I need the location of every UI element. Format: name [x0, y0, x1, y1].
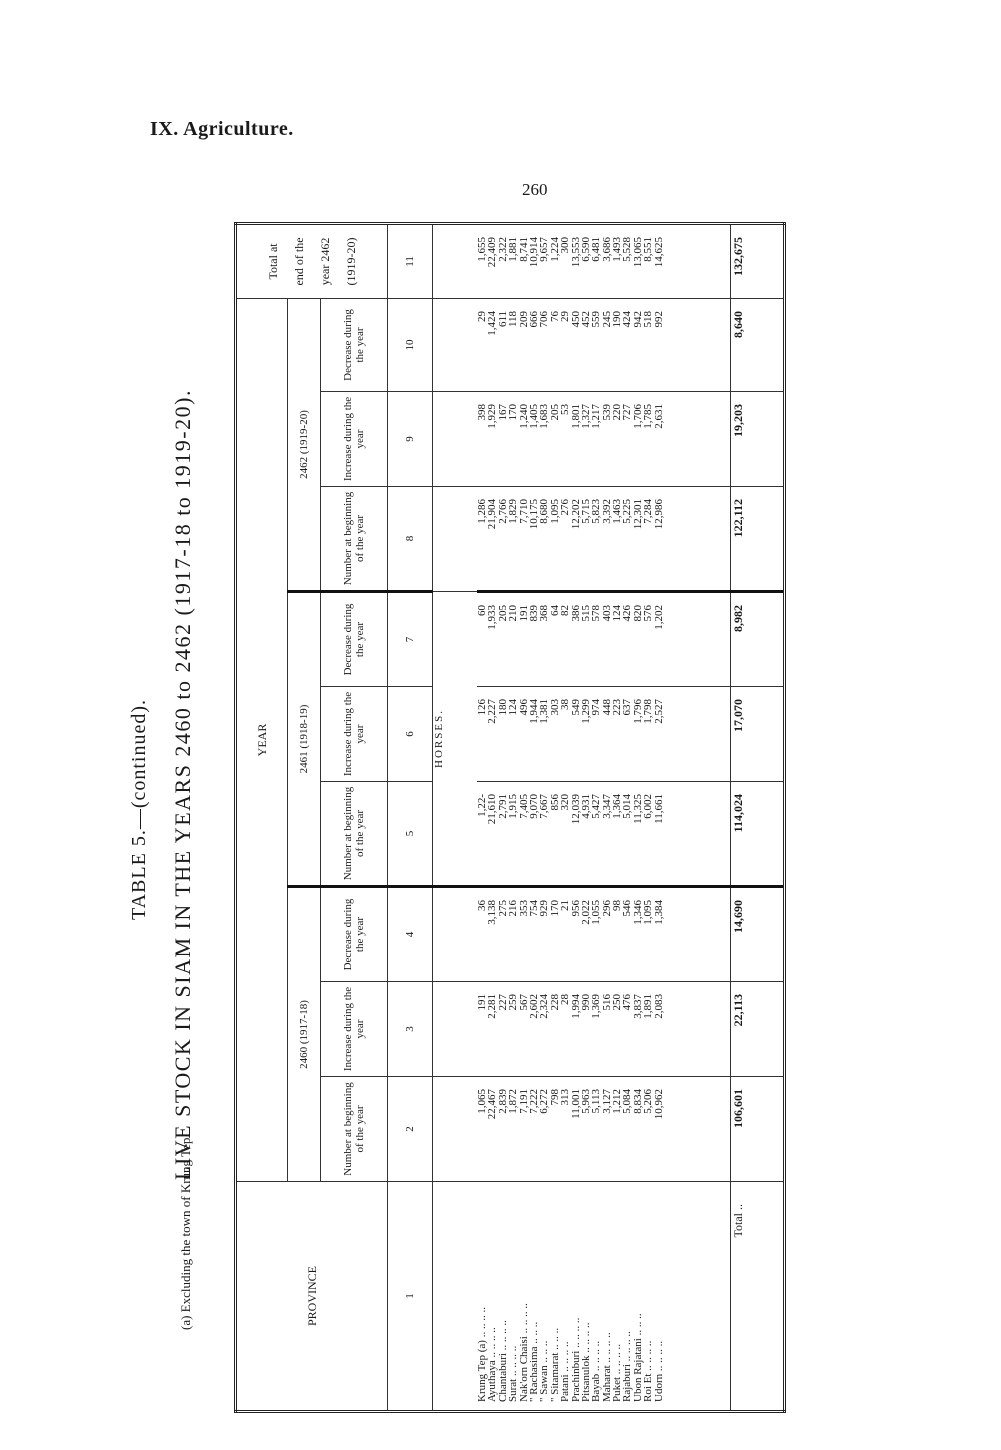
period-2461-header: 2461 (1918-19): [288, 592, 321, 887]
table-cell: 476: [621, 994, 634, 1011]
table-cell: 2,766: [496, 499, 509, 524]
table-cell: 13,553: [569, 236, 582, 268]
table-cell: 798: [548, 1089, 561, 1106]
province-name: Chantaburi .. .. .. ..: [496, 1320, 509, 1402]
table-cell: 1,915: [507, 794, 520, 819]
total-end-header: Total at end of the year 2462 (1919-20): [236, 223, 388, 298]
table-cell: 5,427: [590, 794, 603, 819]
table-cell: 5,225: [621, 499, 634, 524]
table-cell: 64: [548, 605, 561, 616]
province-name: Krung Tep (a) .. .. .. ..: [476, 1307, 488, 1402]
table-cell: 124: [611, 605, 624, 622]
table-cell: 727: [621, 404, 634, 421]
table-cell: 1,424: [486, 310, 499, 336]
table-cell: 1,240: [517, 404, 530, 429]
sub-header: Number at beginning of the year: [321, 1077, 388, 1182]
table-cell: 5,206: [642, 1089, 655, 1114]
table-cell: 5,823: [590, 499, 603, 524]
province-name: " Rachasima .. .. ..: [527, 1321, 540, 1402]
table-cell: 1,299: [579, 699, 592, 724]
table-cell: 98: [611, 900, 624, 911]
table-cell: 21,904: [486, 499, 499, 530]
sub-header: Decrease during the year: [321, 298, 388, 391]
table-cell: 250: [611, 994, 624, 1011]
table-cell: 10,175: [527, 499, 540, 530]
table-cell: 276: [559, 499, 572, 516]
table-cell: 53: [559, 404, 572, 415]
sub-header: Number at beginning of the year: [321, 782, 388, 887]
table-cell: 228: [548, 994, 561, 1011]
table-cell: 209: [517, 310, 530, 328]
table-cell: 259: [507, 994, 520, 1011]
table-cell: 205: [548, 404, 561, 421]
table-cell: 76: [548, 310, 561, 322]
province-name: Rajaburi .. .. .. ..: [621, 1331, 634, 1402]
table-cell: 516: [600, 994, 613, 1011]
table-cell: 403: [600, 605, 613, 622]
table-cell: 220: [611, 404, 624, 421]
table-cell: 2,324: [538, 994, 551, 1019]
table-cell: 1,217: [590, 404, 603, 429]
table-cell: 974: [590, 699, 603, 716]
table-cell: 424: [621, 310, 634, 328]
table-cell: 2,791: [496, 794, 509, 819]
total-value: 132,675: [731, 223, 785, 298]
table-cell: 21: [559, 900, 572, 911]
table-cell: 1,055: [590, 900, 603, 925]
table-cell: 1,929: [486, 404, 499, 429]
table-cell: 1,944: [527, 699, 540, 724]
table-cell: 36: [476, 900, 488, 911]
province-name: " Sitamarat .. .. ..: [548, 1327, 561, 1402]
table-cell: 170: [507, 404, 520, 421]
table-cell: 990: [579, 994, 592, 1011]
province-name: Puket .. .. .. ..: [611, 1343, 624, 1402]
table-cell: 1,463: [611, 499, 624, 524]
column-number: 10: [388, 298, 433, 391]
table-cell: 7,710: [517, 499, 530, 524]
table-cell: 5,014: [621, 794, 634, 819]
table-cell: 1,706: [631, 404, 644, 429]
table-cell: 313: [559, 1089, 572, 1106]
table-cell: 11,325: [631, 794, 644, 824]
table-cell: 29: [476, 310, 488, 322]
column-number: 11: [388, 223, 433, 298]
table-cell: 496: [517, 699, 530, 716]
table-cell: 3,347: [600, 794, 613, 819]
table-cell: 549: [569, 699, 582, 716]
table-cell: 2,527: [652, 699, 665, 724]
table-cell: 29: [559, 310, 572, 322]
column-number: 1: [388, 1182, 433, 1412]
table-cell: 1,872: [507, 1089, 520, 1114]
table-cell: 5,963: [579, 1089, 592, 1114]
table-cell: 10,962: [652, 1089, 665, 1120]
page-number: 260: [522, 180, 548, 199]
table-cell: 426: [621, 605, 634, 622]
sub-header: Number at beginning of the year: [321, 487, 388, 592]
table-cell: 60: [476, 605, 488, 616]
table-cell: 1,405: [527, 404, 540, 429]
table-cell: 515: [579, 605, 592, 622]
column-2461-decrease: [477, 592, 731, 687]
column-2462-increase: [477, 392, 731, 487]
province-name: Bayab .. .. .. ..: [590, 1340, 603, 1402]
province-name: Ubon Rajatani .. .. ..: [631, 1313, 644, 1402]
table-cell: 12,301: [631, 499, 644, 530]
province-name: Roi Et .. .. .. ..: [642, 1340, 655, 1402]
table-cell: 11,001: [569, 1089, 582, 1119]
table-cell: 1,933: [486, 605, 499, 630]
data-rows: [477, 223, 731, 1411]
table-cell: 1,212: [611, 1089, 624, 1114]
table-cell: 300: [559, 236, 572, 254]
table-cell: 1,891: [642, 994, 655, 1019]
section-heading: IX. Agriculture.: [150, 118, 294, 140]
table-cell: 8,680: [538, 499, 551, 524]
table-cell: 2,602: [527, 994, 540, 1019]
column-number: 5: [388, 782, 433, 887]
table-cell: 10,914: [527, 236, 540, 268]
province-name: Maharat .. .. .. ..: [600, 1332, 613, 1402]
table-cell: 856: [548, 794, 561, 811]
table-cell: 567: [517, 994, 530, 1011]
table-cell: 1,493: [611, 236, 624, 262]
column-2460-decrease: [477, 887, 731, 982]
table-cell: 9,070: [527, 794, 540, 819]
table-cell: 1,384: [652, 900, 665, 925]
column-number: 8: [388, 487, 433, 592]
table-cell: 296: [600, 900, 613, 917]
column-number: 7: [388, 592, 433, 687]
table-cell: 2,227: [486, 699, 499, 724]
sub-header: Increase during the year: [321, 392, 388, 487]
table-cell: 518: [642, 310, 655, 328]
table-cell: 2,083: [652, 994, 665, 1019]
sub-header: Decrease during the year: [321, 592, 388, 687]
table-cell: 6,590: [579, 236, 592, 262]
table-cell: 275: [496, 900, 509, 917]
table-cell: 2,631: [652, 404, 665, 429]
table-cell: 1,22-: [476, 794, 488, 817]
table-cell: 5,084: [621, 1089, 634, 1114]
province-name: Ayuthaya .. .. .. ..: [486, 1327, 499, 1402]
table-cell: 546: [621, 900, 634, 917]
column-2461-begin: [477, 782, 731, 887]
year-header: YEAR: [236, 298, 288, 1181]
table-cell: 223: [611, 699, 624, 716]
table-cell: 1,095: [548, 499, 561, 524]
province-header: PROVINCE: [236, 1182, 388, 1412]
province-name: Prachinburi .. .. .. ..: [569, 1317, 582, 1402]
table-cell: 1,798: [642, 699, 655, 724]
total-row: [731, 223, 785, 1411]
sub-header: Increase during the year: [321, 687, 388, 782]
table-cell: 398: [476, 404, 488, 421]
table-cell: 6,002: [642, 794, 655, 819]
total-value: 19,203: [731, 392, 785, 487]
table-cell: 1,202: [652, 605, 665, 630]
total-value: 106,601: [731, 1077, 785, 1182]
total-value: 8,982: [731, 592, 785, 687]
table-cell: 3,392: [600, 499, 613, 524]
table-cell: 1,796: [631, 699, 644, 724]
table-cell: 167: [496, 404, 509, 421]
table-cell: 666: [527, 310, 540, 328]
table-cell: 1,381: [538, 699, 551, 724]
table-cell: 1,364: [611, 794, 624, 819]
table-cell: 205: [496, 605, 509, 622]
table-cell: 1,095: [642, 900, 655, 925]
table-cell: 942: [631, 310, 644, 328]
table-cell: 124: [507, 699, 520, 716]
column-total-end: [477, 223, 731, 298]
table-cell: 1,286: [476, 499, 488, 524]
table-cell: 5,715: [579, 499, 592, 524]
column-number: 2: [388, 1077, 433, 1182]
table-cell: 1,994: [569, 994, 582, 1019]
table-cell: 22,467: [486, 1089, 499, 1120]
table-cell: 8,834: [631, 1089, 644, 1114]
table-cell: 929: [538, 900, 551, 917]
table-cell: 216: [507, 900, 520, 917]
province-name: " Sawan .. .. ..: [538, 1340, 551, 1402]
column-2460-begin: [477, 1077, 731, 1182]
table-continued-label: TABLE 5.—(continued).: [128, 698, 150, 920]
province-name: Pitsanulok .. .. .. ..: [579, 1322, 592, 1402]
table-cell: 118: [507, 310, 520, 328]
table-cell: 754: [527, 900, 540, 917]
table-cell: 210: [507, 605, 520, 622]
total-value: 8,640: [731, 298, 785, 391]
table-cell: 7,222: [527, 1089, 540, 1114]
table-cell: 706: [538, 310, 551, 328]
table-cell: 245: [600, 310, 613, 328]
province-list: [477, 1182, 731, 1412]
table-cell: 992: [652, 310, 665, 328]
table-cell: 9,657: [538, 236, 551, 262]
table-cell: 1,785: [642, 404, 655, 429]
table-cell: 12,039: [569, 794, 582, 825]
table-cell: 1,655: [476, 236, 488, 262]
table-cell: 12,986: [652, 499, 665, 530]
table-cell: 14,625: [652, 236, 665, 268]
table-cell: 7,284: [642, 499, 655, 524]
table-cell: 1,369: [590, 994, 603, 1019]
column-2460-increase: [477, 982, 731, 1077]
table-cell: 303: [548, 699, 561, 716]
table-cell: 539: [600, 404, 613, 421]
table-cell: 5,528: [621, 236, 634, 262]
table-cell: 386: [569, 605, 582, 622]
column-number: 6: [388, 687, 433, 782]
table-cell: 6,481: [590, 236, 603, 262]
table-cell: 13,065: [631, 236, 644, 268]
livestock-table-wrapper: [234, 225, 786, 1413]
province-name: Patani .. .. .. ..: [559, 1341, 572, 1402]
sub-header: Decrease during the year: [321, 887, 388, 982]
total-value: 22,113: [731, 982, 785, 1077]
table-cell: 353: [517, 900, 530, 917]
table-cell: 191: [517, 605, 530, 622]
table-cell: 3,686: [600, 236, 613, 262]
table-cell: 38: [559, 699, 572, 710]
province-name: Surat .. .. .. ..: [507, 1345, 520, 1402]
column-number: 4: [388, 887, 433, 982]
table-cell: 448: [600, 699, 613, 716]
table-cell: 82: [559, 605, 572, 616]
table-cell: 450: [569, 310, 582, 328]
table-cell: 180: [496, 699, 509, 716]
table-cell: 2,281: [486, 994, 499, 1019]
table-cell: 8,551: [642, 236, 655, 262]
table-cell: 452: [579, 310, 592, 328]
table-cell: 1,224: [548, 236, 561, 262]
column-2461-increase: [477, 687, 731, 782]
table-cell: 7,191: [517, 1089, 530, 1114]
province-name: Udorn .. .. .. ..: [652, 1340, 665, 1402]
table-cell: 320: [559, 794, 572, 811]
table-title: LIVE STOCK IN SIAM IN THE YEARS 2460 to 2462 (1917-18 to 1919-20).: [170, 389, 195, 1180]
table-cell: 22,409: [486, 236, 499, 268]
table-cell: 1,683: [538, 404, 551, 429]
table-cell: 1,829: [507, 499, 520, 524]
table-cell: 4,931: [579, 794, 592, 819]
table-cell: 611: [496, 310, 509, 328]
table-cell: 3,138: [486, 900, 499, 925]
total-value: 122,112: [731, 487, 785, 592]
table-cell: 637: [621, 699, 634, 716]
table-cell: 1,801: [569, 404, 582, 429]
table-cell: 2,022: [579, 900, 592, 925]
table-cell: 1,327: [579, 404, 592, 429]
table-cell: 956: [569, 900, 582, 917]
table-cell: 578: [590, 605, 603, 622]
table-cell: 1,881: [507, 236, 520, 262]
table-cell: 839: [527, 605, 540, 622]
footnote: (a) Excluding the town of Krung Tep.: [178, 1134, 193, 1330]
column-2462-decrease: [477, 298, 731, 391]
total-value: 114,024: [731, 782, 785, 887]
total-value: 14,690: [731, 887, 785, 982]
table-cell: 1,065: [476, 1089, 488, 1114]
total-label: Total ..: [731, 1182, 785, 1412]
table-cell: 559: [590, 310, 603, 328]
sub-header: Increase during the year: [321, 982, 388, 1077]
table-cell: 6,272: [538, 1089, 551, 1114]
period-2460-header: 2460 (1917-18): [288, 887, 321, 1182]
table-cell: 3,127: [600, 1089, 613, 1114]
table-cell: 12,202: [569, 499, 582, 530]
table-cell: 2,322: [496, 236, 509, 262]
table-cell: 1,346: [631, 900, 644, 925]
table-cell: 576: [642, 605, 655, 622]
table-cell: 8,741: [517, 236, 530, 262]
period-2462-header: 2462 (1919-20): [288, 298, 321, 591]
table-cell: 227: [496, 994, 509, 1011]
table-cell: 21,610: [486, 794, 499, 825]
table-cell: 3,837: [631, 994, 644, 1019]
table-cell: 368: [538, 605, 551, 622]
column-2462-begin: [477, 487, 731, 592]
table-cell: 820: [631, 605, 644, 622]
table-cell: 5,113: [590, 1089, 603, 1114]
table-cell: 11,661: [652, 794, 665, 824]
table-cell: 191: [476, 994, 488, 1011]
livestock-table: [234, 222, 786, 1413]
table-cell: 7,667: [538, 794, 551, 819]
table-cell: 126: [476, 699, 488, 716]
table-cell: 28: [559, 994, 572, 1005]
total-value: 17,070: [731, 687, 785, 782]
table-cell: 2,839: [496, 1089, 509, 1114]
province-name: Nak'orn Chaisi .. .. .. ..: [517, 1303, 530, 1402]
table-cell: 7,405: [517, 794, 530, 819]
column-number: 3: [388, 982, 433, 1077]
table-cell: 190: [611, 310, 624, 328]
table-cell: 170: [548, 900, 561, 917]
column-number: 9: [388, 392, 433, 487]
section-title: HORSES.: [433, 592, 478, 887]
